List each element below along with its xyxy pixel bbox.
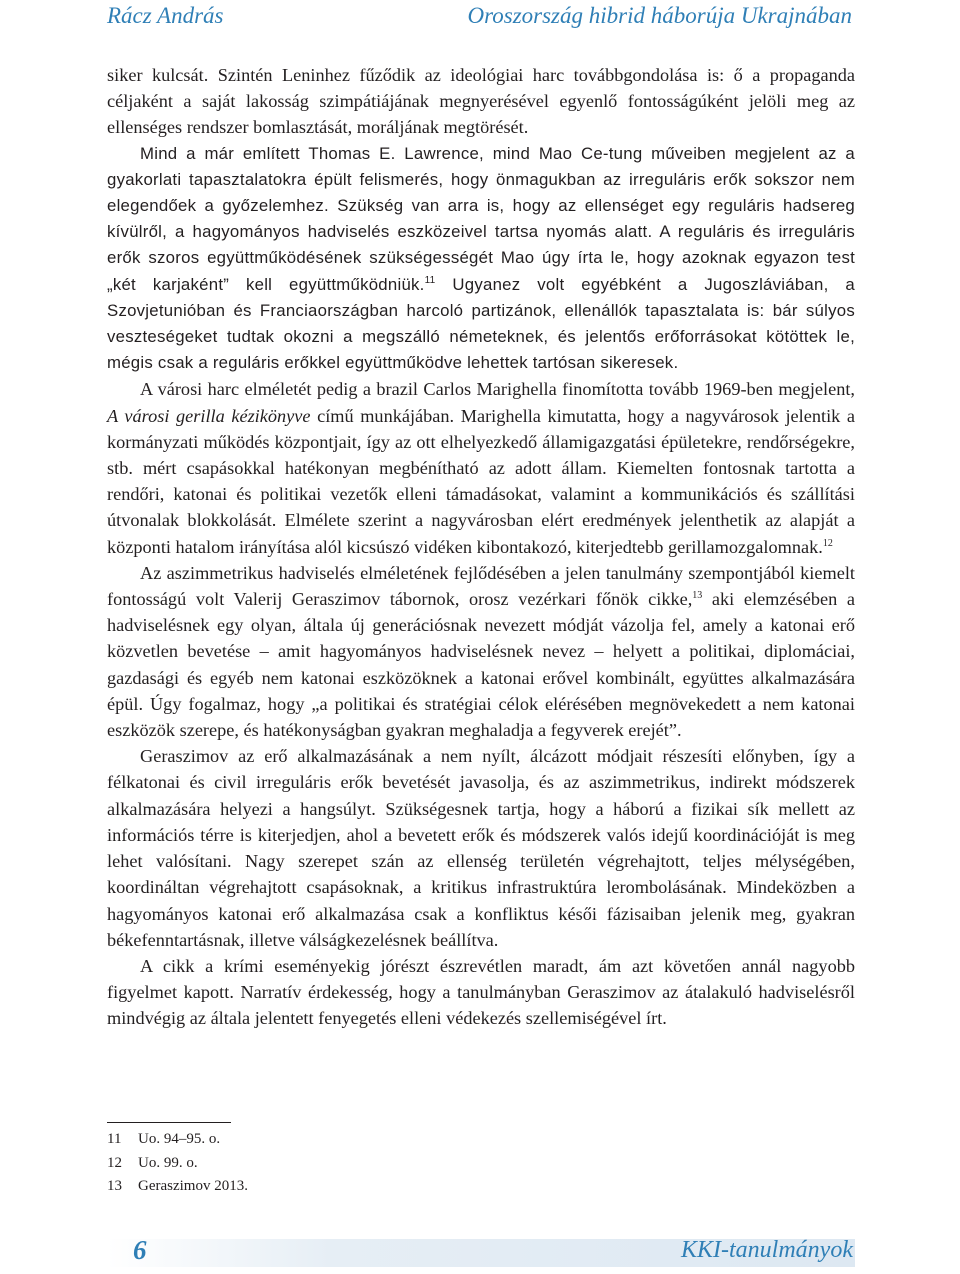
running-header	[0, 0, 960, 32]
book-title: A városi gerilla kézikönyve	[107, 405, 311, 426]
footnotes	[107, 1128, 507, 1199]
header-title: Oroszország hibrid háborúja Ukrajnában	[467, 3, 852, 28]
footnote-11	[107, 1128, 507, 1152]
footnote-12	[107, 1152, 507, 1176]
journal-name: KKI-tanulmányok	[681, 1237, 853, 1263]
footnote-ref-11[interactable]: 11	[424, 274, 436, 286]
paragraph-3	[107, 376, 855, 559]
header-author: Rácz András	[107, 3, 224, 28]
paragraph-5	[107, 743, 855, 953]
paragraph-1	[107, 62, 855, 141]
footnote-divider	[107, 1122, 231, 1123]
footnote-ref-12[interactable]: 12	[822, 537, 833, 549]
article-body	[107, 62, 855, 1032]
paragraph-2	[107, 141, 855, 377]
footnote-text: Uo. 94–95. o.	[138, 1131, 221, 1147]
footnote-number: 12	[107, 1154, 122, 1171]
footnote-text: Geraszimov 2013.	[138, 1178, 248, 1194]
paragraph-1-text: siker kulcsát. Szintén Leninhez fűződik az ideológiai harc továbbgondolása is: ő a propaganda céljaként a saját lakosság szimpátiájának megnyerésével egyenlő fontosságúként jelöli meg az ellenséges rendszer bomlasztását, moráljának megtörését.	[107, 65, 855, 138]
footnote-ref-13[interactable]: 13	[692, 590, 703, 602]
paragraph-2-text-b: Ugyanez volt egyébként a Jugoszláviában, a Szovjetunióban és Franciaországban harcoló partizánok, ellenállók tapasztalata is: bár súlyos veszteségeket tudtak okozni a megszálló németeknek, és jelentős erőforrásokat kötöttek le, mégis csak a reguláris erőkkel együttműködve lehettek tartósan sikeresek.	[107, 274, 855, 373]
paragraph-6-text: A cikk a krími eseményekig jórészt észrevétlen maradt, ám azt követően annál nagyobb figyelmet kapott. Narratív érdekesség, hogy a tanulmányban Geraszimov az átalakuló hadviselésről mindvégig az általa jelentett fenyegetés elleni védekezés szellemiségével írt.	[107, 955, 855, 1029]
paragraph-4	[107, 560, 855, 743]
footnote-13	[107, 1175, 507, 1199]
page-number: 6	[133, 1235, 147, 1265]
footnote-number: 11	[107, 1131, 122, 1147]
paragraph-3-text-b: című munkájában. Marighella kimutatta, hogy a nagyvárosok jelentik a kormányzati működés központjait, így az ott elhelyezkedő államigazgatási épületekre, rendőrségekre, stb. mért csapásokkal hatékonyan megbénítható az adott állam. Kiemelten fontosnak tartotta a rendőri, katonai és politikai vezetők elleni támadásokat, valamint a kommunikációs és szállítási útvonalak blokkolását. Elmélete szerint a nagyvárosban elért eredmények jelenthetik az alapját a központi hatalom irányítása alól kicsúszó vidéken kibontakozó, kiterjedtebb gerillamozgalomnak.	[107, 405, 855, 557]
paragraph-4-text-b: aki elemzésében a hadviselésnek egy olyan, általa új generációsnak nevezett módját vázolja fel, amely a katonai erő közvetlen bevetése – amit hagyományos hadviselésnek nevez – helyett a politikai, diplomáciai, gazdasági és egyéb nem katonai eszközöknek a katonai erővel kombinált, együttes alkalmazására épül. Úgy fogalmaz, hogy „a politikai és stratégiai célok elérésében megnövekedett a nem katonai eszközök szerepe, és hatékonyságban gyakran meghaladja a fegyverek erejét”.	[107, 589, 855, 741]
paragraph-4-text-a: Az aszimmetrikus hadviselés elméletének fejlődésében a jelen tanulmány szempontjából kiemelt fontosságú volt Valerij Geraszimov tábornok, orosz vezérkari főnök cikke,	[107, 562, 855, 610]
footnote-number: 13	[107, 1178, 122, 1194]
paragraph-3-text-a: A városi harc elméletét pedig a brazil Carlos Marighella finomította tovább 1969-ben megjelent,	[140, 379, 855, 400]
paragraph-2-text-a: Mind a már említett Thomas E. Lawrence, mind Mao Ce-tung műveiben megjelent az a gyakorlati tapasztalatokra épült felismerés, hogy önmagukban az irreguláris erők sokszor nem elegendőek a győzelemhez. Szükség van arra is, hogy az ellenséget egy reguláris hadsereg kívülről, a hagyományos hadviselés eszközeivel tartsa nyomás alatt. A reguláris és irreguláris erők szoros együttműködésének szükségességét Mao úgy írta le, hogy azoknak egyazon test „két karjaként” kell együttműködniük.	[107, 143, 855, 294]
footnote-text: Uo. 99. o.	[138, 1154, 198, 1171]
paragraph-5-text: Geraszimov az erő alkalmazásának a nem nyílt, álcázott módjait részesíti előnyben, így a félkatonai és civil irreguláris erők bevetését javasolja, és az aszimmetrikus, indirekt módszerek alkalmazására helyezi a hangsúlyt. Szükségesnek tartja, hogy a háború a fizikai sík mellett az információs térre is kiterjedjen, ahol a bevetett erők és módszerek valós idejű koordinációját is meg lehet valósítani. Nagy szerepet szán az ellenség területén végrehajtott, teljes mélységében, koordináltan végrehajtott csapásoknak, a kritikus infrastruktúra lerombolásának. Mindeközben a hagyományos katonai erő alkalmazása csak a konfliktus késői fázisaiban jelenik meg, gyakran békefenntartásnak, illetve válságkezelésnek beállítva.	[107, 746, 855, 950]
paragraph-6	[107, 953, 855, 1032]
